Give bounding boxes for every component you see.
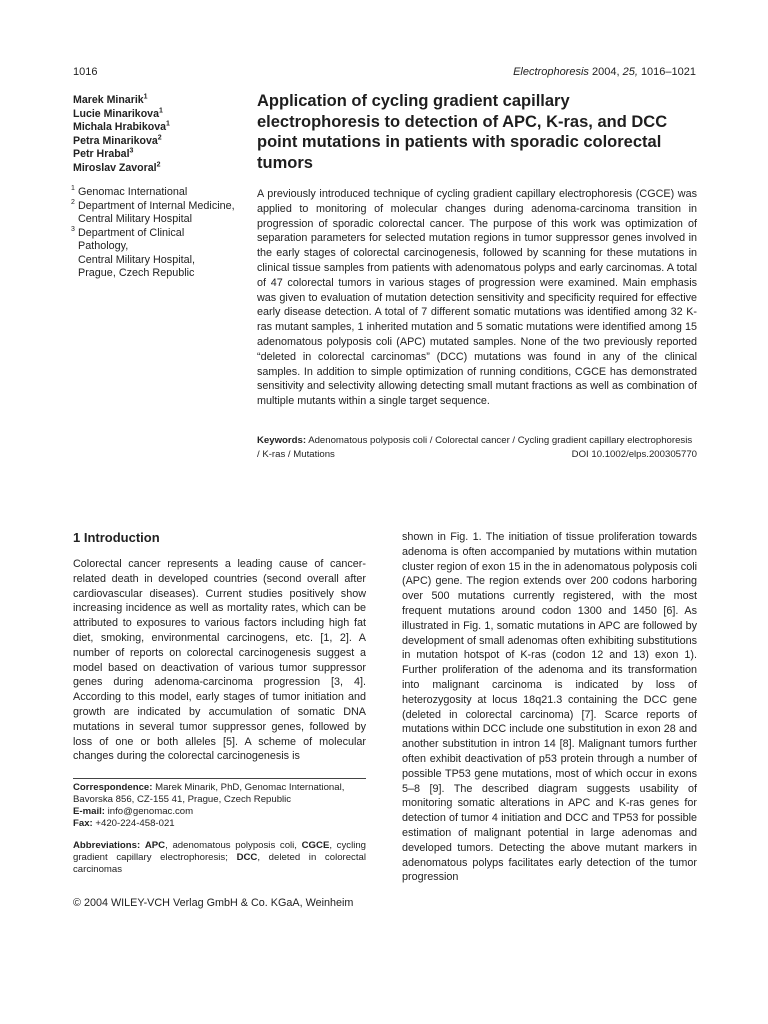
correspondence-note: Correspondence: Marek Minarik, PhD, Genomac International, Bavorska 856, CZ-155 41, Prague, Czech Republic — [73, 782, 345, 805]
affiliation: 1 Genomac International — [71, 185, 188, 198]
author: Michala Hrabikova$^1$ — [73, 120, 170, 134]
journal-volume: 25, — [622, 66, 638, 78]
email-link[interactable]: info@genomac.com — [107, 806, 194, 817]
intro-column-left: Colorectal cancer represents a leading cause of cancer-related death in developed countries (second overall after cardiovascular diseases). Current studies positively show increasing incidence as well as mortality rates, which can be attributed to exposures to various factors including high fat diet, smoking, environmental carcinogens, etc. [1, 2]. A number of reports on colorectal carcinogenesis suggest a model based on deactivation of various tumor suppressor genes during adenoma-carcinoma progression [3, 4]. According to this model, early stages of tumor initiation and growth are indicated by accumulation of somatic DNA mutations in several tumor suppressor genes, followed by loss of one or both alleles [5]. A scheme of molecular changes during the colorectal carcinogenesis is — [73, 558, 366, 763]
keywords-text: Adenomatous polyposis coli / Colorectal cancer / Cycling gradient capillary electrophoresis / K-ras / Mutations — [257, 435, 693, 460]
keywords-label: Keywords: — [257, 435, 307, 446]
affiliation: 2 Department of Internal Medicine, Central Military Hospital — [71, 198, 235, 225]
affiliation: 3 Department of Clinical Pathology, Central Military Hospital, Prague, Czech Republic — [71, 225, 195, 279]
footnotes — [73, 782, 366, 876]
fax-note: Fax: +420-224-458-021 — [73, 818, 175, 829]
keywords-block — [257, 434, 697, 461]
author: Lucie Minarikova$^1$ — [73, 107, 163, 120]
journal-name: Electrophoresis — [513, 66, 589, 78]
footnote-divider — [73, 778, 366, 779]
affiliation-list — [73, 186, 253, 281]
email-note: E-mail: info@genomac.com — [73, 806, 194, 817]
section-heading: 1 Introduction — [73, 530, 160, 545]
author-list — [73, 94, 253, 176]
author: Petr Hrabal$^3$ — [73, 147, 134, 161]
abbreviations-note: Abbreviations: APC, adenomatous polyposis coli, CGCE, cycling gradient capillary electrophoresis; DCC, deleted in colorectal carcinomas — [73, 840, 366, 875]
article-title: Application of cycling gradient capillary electrophoresis to detection of APC, K-ras, and DCC point mutations in patients with sporadic colorectal tumors — [257, 92, 668, 172]
doi: DOI 10.1002/elps.200305770 — [571, 448, 697, 460]
intro-column-right: shown in Fig. 1. The initiation of tissue proliferation towards adenoma is often accompanied by mutations within mutation cluster region of exon 15 in the in adenomatous polyposis coli (APC) gene. The region extends over 200 codons harboring over 500 mutations currently registered, with the most frequent mutations around codon 1300 and 1450 [6]. As illustrated in Fig. 1, somatic mutations in APC are followed by development of small adenomas often exhibiting substitutions in mutation hotspot of K-ras (codon 12 and 13) exon 1). Further proliferation of the adenoma and its transformation into malignant carcinoma is indicated by loss of heterozygosity at locus 18q21.3 containing the DCC gene (deleted in colorectal carcinoma) [7]. Scarce reports of mutations within DCC include one substitution in exon 28 and another substitution in intron 14 [8]. Malignant tumors further often exhibit deactivation of p53 protein through a number of possible TP53 gene mutations, most of which occur in exons 5–8 [9]. The described diagram suggests usability of monitoring somatic alterations in APC and K-ras genes for detection of tumor 4 initiation and DCC and TP53 for possible estimation of malignant potential in large adenomas and developed tumors. Detecting the above mutant markers in adenomatous polyps facilitates early detection of the tumor progression — [402, 531, 697, 884]
journal-reference — [513, 66, 696, 78]
copyright-notice: © 2004 WILEY-VCH Verlag GmbH & Co. KGaA, Weinheim — [73, 897, 354, 909]
author: Marek Minarik$^1$ — [73, 93, 148, 106]
journal-pages: 1016–1021 — [640, 66, 696, 78]
journal-year: 2004, — [591, 66, 620, 78]
author: Petra Minarikova$^2$ — [73, 134, 162, 147]
author: Miroslav Zavoral$^2$ — [73, 161, 161, 174]
page-number: 1016 — [73, 66, 98, 78]
abstract: A previously introduced technique of cycling gradient capillary electrophoresis (CGCE) was applied to monitoring of molecular changes during adenoma-carcinoma transition in progression of sporadic colorectal cancer. The purpose of this work was optimization of separation parameters for selected mutation regions in tumor suppressor genes involved in the early stages of colorectal carcinogenesis, followed by scanning for these mutations in clinical tissue samples from patients with adenomatous polyps and early carcinomas. A total of 47 colorectal tumors in various stages of progression were examined. Main emphasis was given to evaluation of mutation detection sensitivity and specificity required for effective early disease detection. A total of 7 different somatic mutations was identified among 32 K-ras mutant samples, 1 inherited mutation and 5 somatic mutations were identified among 15 adenomatous polyposis coli (APC) mutated samples. None of the two previously reported “deleted in colorectal carcinomas” (DCC) mutations was found in any of the clinical samples. In addition to simple optimization of running conditions, CGCE has demonstrated sensitivity and selectivity allowing detecting small mutant fractions as well as combination of multiple mutants within a single target sequence. — [257, 188, 697, 408]
